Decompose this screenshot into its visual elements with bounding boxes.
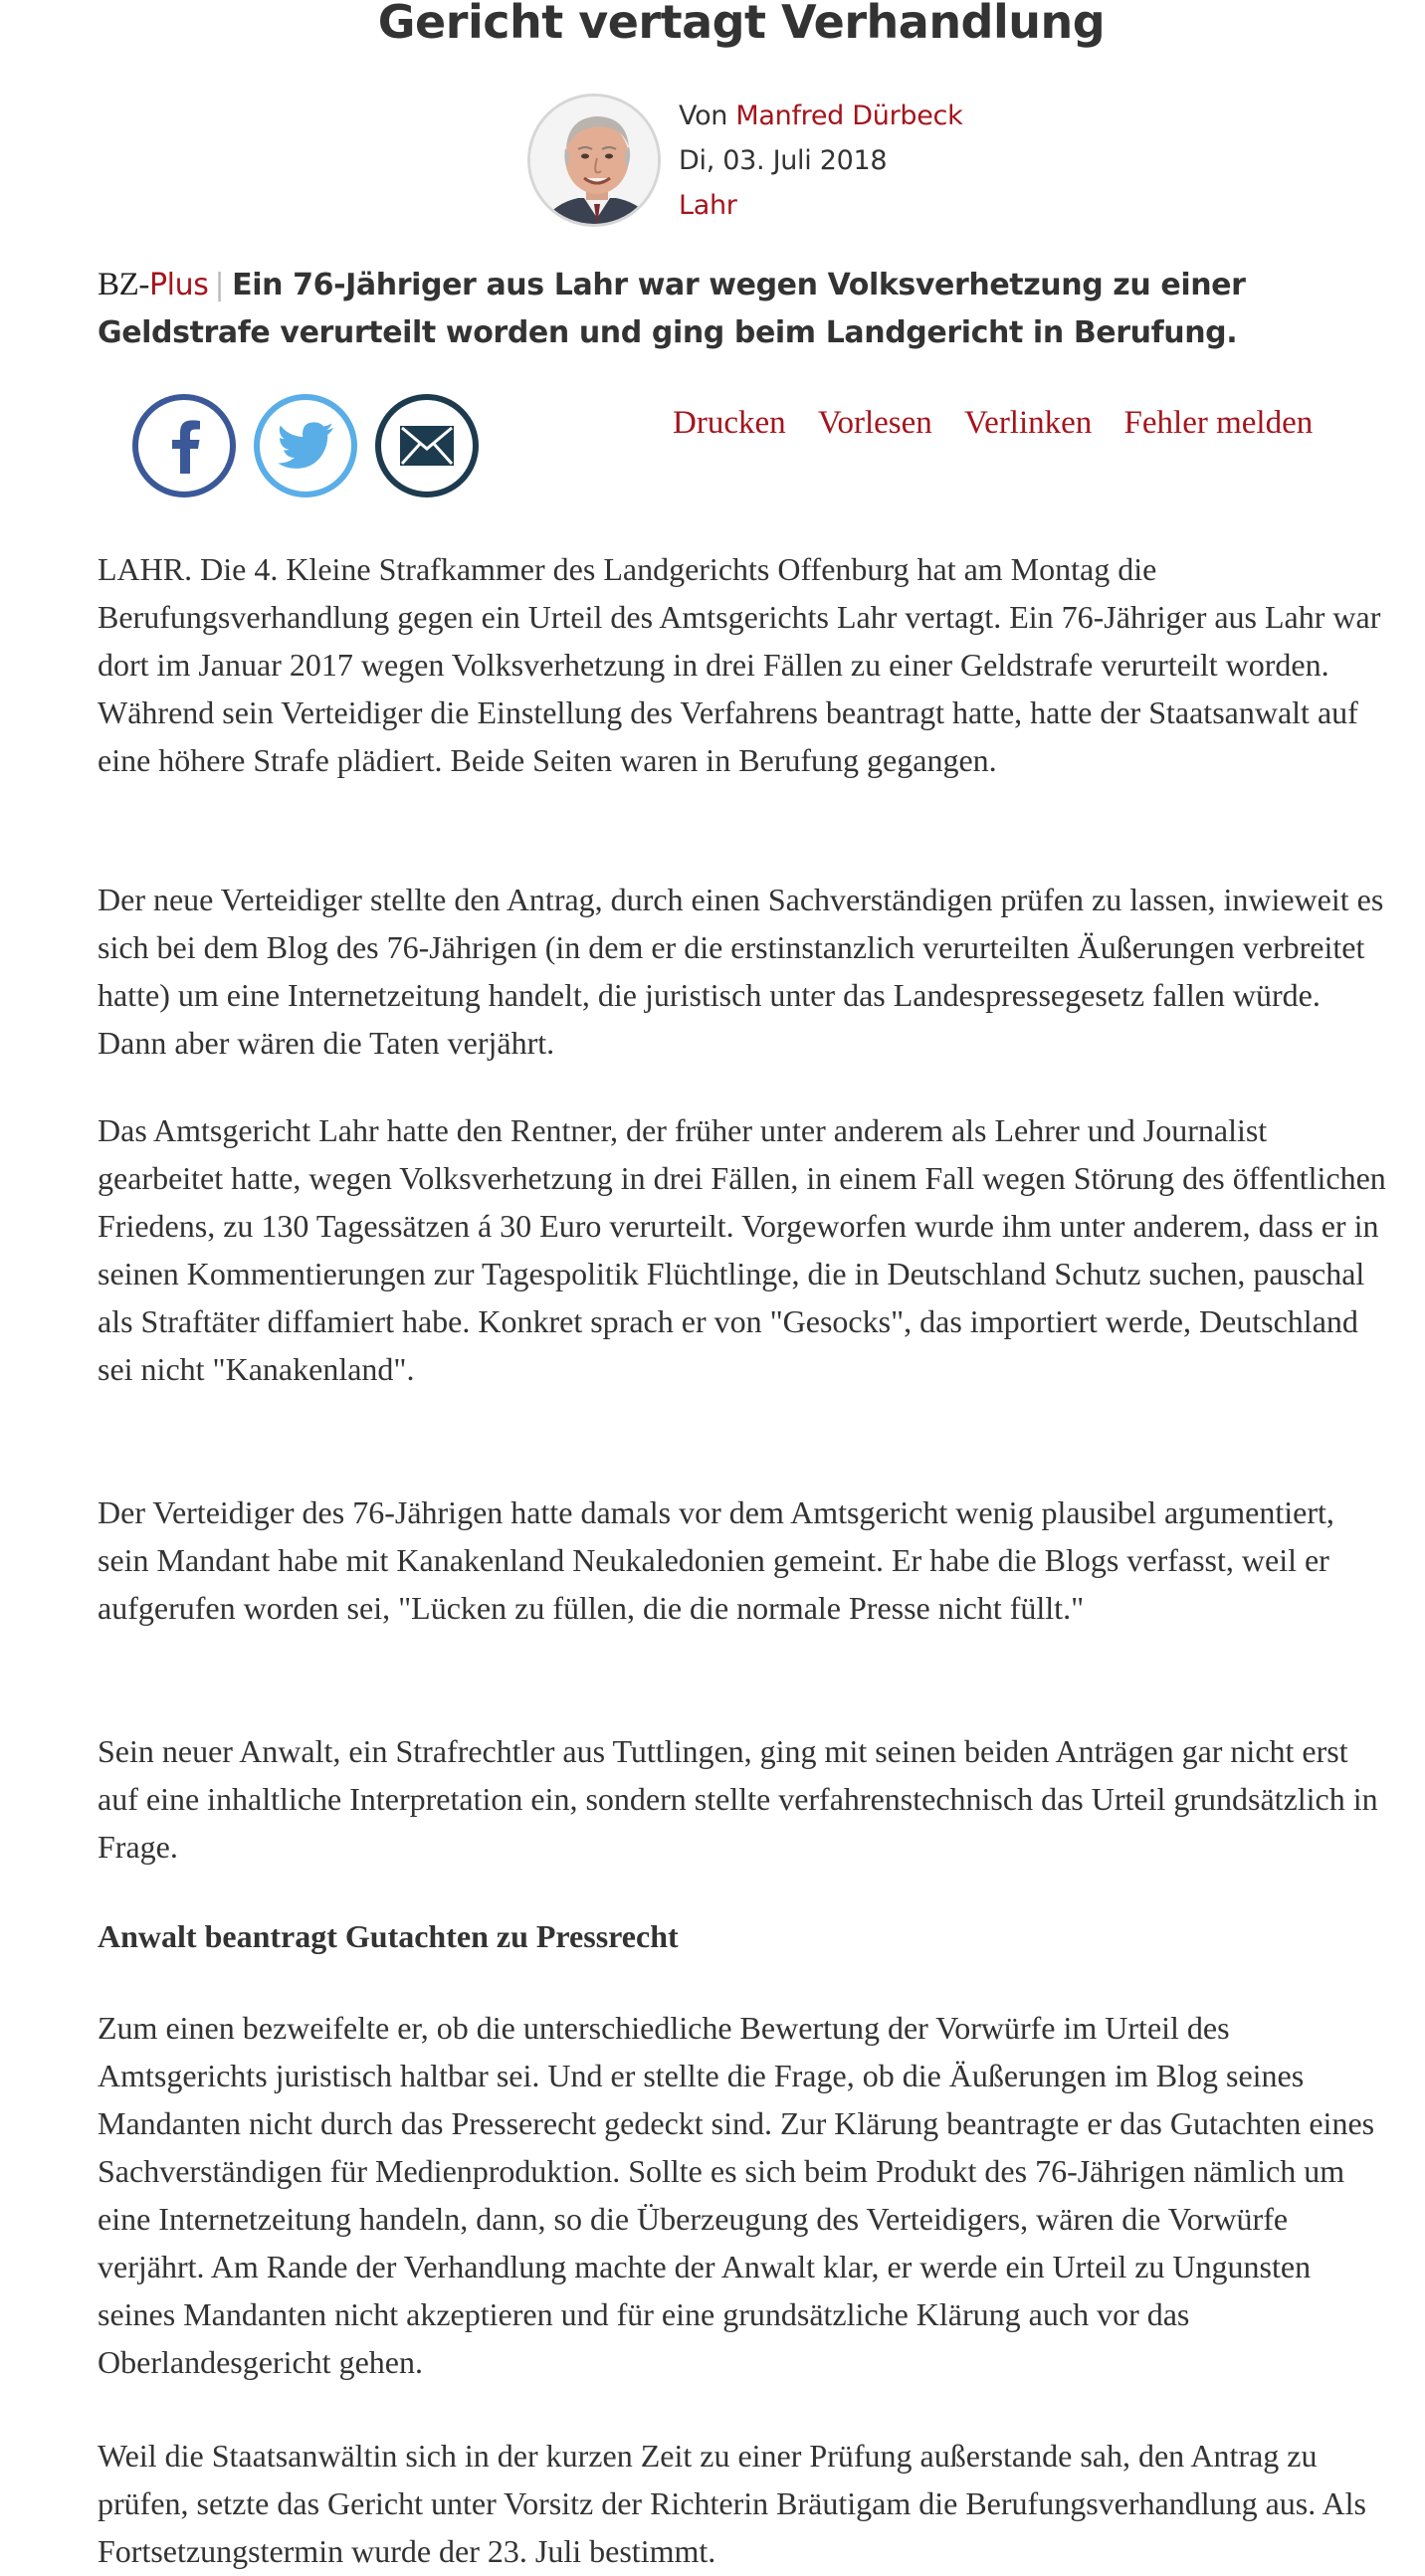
teaser-text: Ein 76-Jähriger aus Lahr war wegen Volksverhetzung zu einer Geldstrafe verurteilt worden und ging beim Landgericht in Berufung. bbox=[98, 268, 1246, 350]
article-paragraph: Zum einen bezweifelte er, ob die unterschiedliche Bewertung der Vorwürfe im Urteil des Amtsgerichts juristisch haltbar sei. Und er stellte die Frage, ob die Äußerungen im Blog seines Mandanten nicht durch das Presserecht gedeckt sind. Zur Klärung beantragte er das Gutachten eines Sachverständigen für Medienproduktion. Sollte es sich beim Produkt des 76-Jährigen nämlich um eine Internetzeitung handeln, dann, so die Überzeugung des Verteidigers, wären die Vorwürfe verjährt. Am Rande der Verhandlung machte der Anwalt klar, er werde ein Urteil zu Ungunsten seines Mandanten nicht akzeptieren und für eine grundsätzliche Klärung auch vor das Oberlandesgericht gehen. bbox=[98, 2010, 1375, 2380]
author-prefix: Von bbox=[679, 100, 728, 131]
article-paragraph: Das Amtsgericht Lahr hatte den Rentner, der früher unter anderem als Lehrer und Journalist gearbeitet hatte, wegen Volksverhetzung in drei Fällen, in einem Fall wegen Störung des öffentlichen Friedens, zu 130 Tagessätzen á 30 Euro verurteilt. Vorgeworfen wurde ihm unter anderem, dass er in seinen Kommentierungen zur Tagespolitik Flüchtlinge, die in Deutschland Schutz suchen, pauschal als Straftäter diffamiert habe. Konkret sprach er von "Gesocks", das importiert werde, Deutschland sei nicht "Kanakenland". bbox=[98, 1112, 1386, 1387]
report-error-link[interactable]: Fehler melden bbox=[1123, 405, 1314, 441]
brand-separator: | bbox=[214, 268, 225, 302]
twitter-icon bbox=[277, 422, 334, 470]
author-meta bbox=[679, 94, 962, 228]
author-box bbox=[527, 94, 963, 233]
brand-dash: - bbox=[138, 267, 149, 302]
location-link[interactable]: Lahr bbox=[679, 190, 737, 221]
author-avatar[interactable] bbox=[527, 94, 661, 227]
plus-label: Plus bbox=[148, 268, 209, 302]
article-paragraph: Weil die Staatsanwältin sich in der kurzen Zeit zu einer Prüfung außerstande sah, den Antrag zu prüfen, setzte das Gericht unter Vorsitz der Richterin Bräutigam die Berufungsverhandlung aus. Als Fortsetzungstermin wurde der 23. Juli bestimmt. bbox=[98, 2438, 1366, 2569]
read-aloud-link[interactable]: Vorlesen bbox=[817, 405, 932, 441]
article-paragraph: Der neue Verteidiger stellte den Antrag, durch einen Sachverständigen prüfen zu lassen, inwieweit es sich bei dem Blog des 76-Jährigen (in dem er die erstinstanzlich verurteilten Äußerungen verbreitet hatte) um eine Internetzeitung handelt, die juristisch unter das Landespressegesetz fallen würde. Dann aber wären die Taten verjährt. bbox=[98, 882, 1384, 1061]
print-link[interactable]: Drucken bbox=[673, 405, 786, 441]
facebook-share-button[interactable] bbox=[132, 394, 236, 497]
publish-date: Di, 03. Juli 2018 bbox=[679, 145, 888, 176]
mail-share-button[interactable] bbox=[375, 394, 479, 497]
author-name-link[interactable]: Manfred Dürbeck bbox=[735, 100, 963, 131]
link-link[interactable]: Verlinken bbox=[964, 405, 1093, 441]
article-tools bbox=[673, 398, 1313, 448]
bz-label: BZ bbox=[98, 267, 139, 302]
facebook-icon bbox=[164, 418, 204, 474]
twitter-share-button[interactable] bbox=[254, 394, 357, 497]
article-paragraph: LAHR. Die 4. Kleine Strafkammer des Landgerichts Offenburg hat am Montag die Berufungsverhandlung gegen ein Urteil des Amtsgerichts Lahr vertagt. Ein 76-Jähriger aus Lahr war dort im Januar 2017 wegen Volksverhetzung in drei Fällen zu einer Geldstrafe verurteilt worden. Während sein Verteidiger die Einstellung des Verfahrens beantragt hatte, hatte der Staatsanwalt auf eine höhere Strafe plädiert. Beide Seiten waren in Berufung gegangen. bbox=[98, 551, 1381, 778]
article-paragraph: Der Verteidiger des 76-Jährigen hatte damals vor dem Amtsgericht wenig plausibel argumentiert, sein Mandant habe mit Kanakenland Neukaledonien gemeint. Er habe die Blogs verfasst, weil er aufgerufen worden sei, "Lücken zu füllen, die die normale Presse nicht füllt." bbox=[98, 1494, 1334, 1626]
author-line bbox=[679, 94, 962, 138]
article-subheading: Anwalt beantragt Gutachten zu Pressrecht bbox=[98, 1918, 679, 1954]
article-teaser bbox=[98, 261, 1391, 357]
mail-icon bbox=[399, 425, 455, 467]
article-title: Gericht vertagt Verhandlung bbox=[377, 0, 1106, 49]
article-paragraph: Sein neuer Anwalt, ein Strafrechtler aus Tuttlingen, ging mit seinen beiden Anträgen gar nicht erst auf eine inhaltliche Interpretation ein, sondern stellte verfahrenstechnisch das Urteil grundsätzlich in Frage. bbox=[98, 1733, 1378, 1865]
